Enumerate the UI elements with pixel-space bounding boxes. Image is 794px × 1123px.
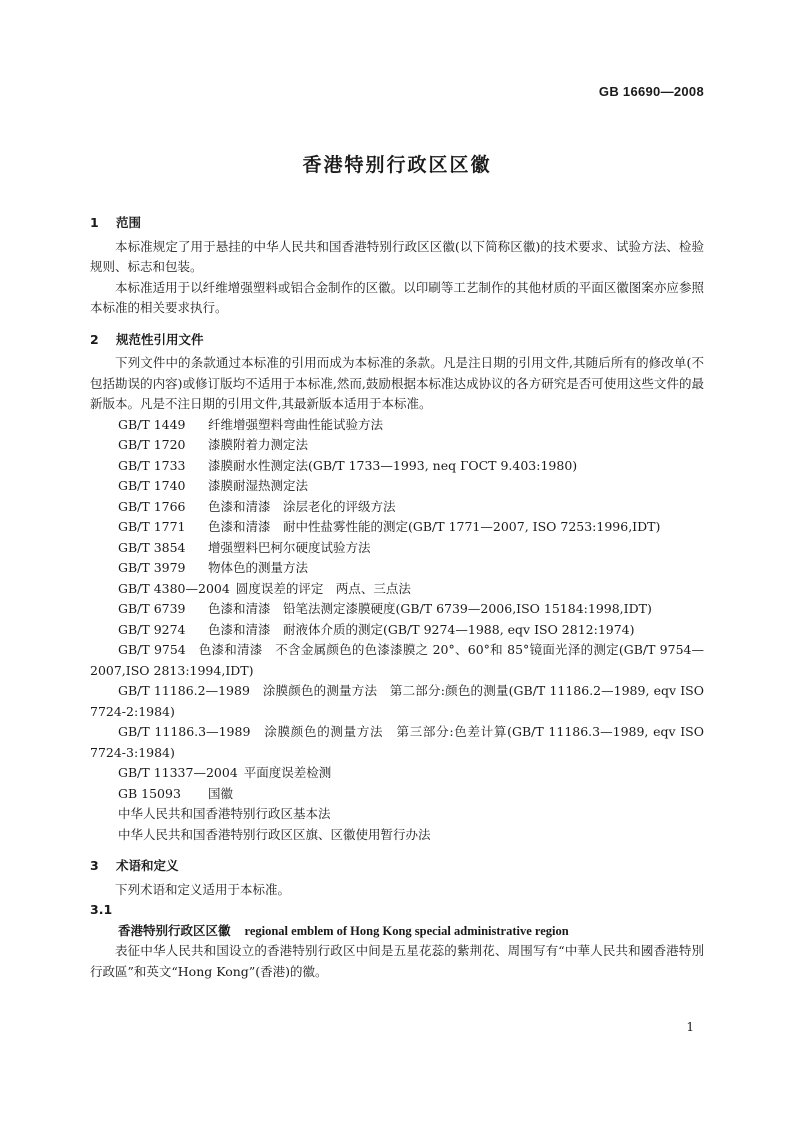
reference-item: GB/T 1766 色漆和清漆 涂层老化的评级方法: [118, 498, 396, 514]
reference-item: GB/T 3854 增强塑料巴柯尔硬度试验方法: [118, 539, 371, 555]
reference-item: GB 15093 国徽: [118, 785, 234, 801]
reference-item: GB/T 3979 物体色的测量方法: [118, 560, 309, 575]
reference-item: GB/T 4380—2004 圆度误差的评定 两点、三点法: [118, 580, 411, 596]
term-chinese: 香港特别行政区区徽: [118, 922, 231, 938]
paragraph: 本标准规定了用于悬挂的中华人民共和国香港特别行政区区徽(以下简称区徽)的技术要求、试验方法、检验规则、标志和包装。: [90, 238, 704, 274]
reference-item: GB/T 1771 色漆和清漆 耐中性盐雾性能的测定(GB/T 1771—2007, ISO 7253:1996,IDT): [118, 519, 661, 534]
section-scope: [90, 213, 704, 319]
standard-code: GB 16690—2008: [598, 84, 704, 99]
reference-item: GB/T 9754 色漆和清漆 不含金属颜色的色漆漆膜之 20°、60°和 85°镜面光泽的测定(GB/T 9754—2007,ISO 2813:1994,IDT): [90, 642, 704, 678]
term-english: regional emblem of Hong Kong special administrative region: [244, 923, 569, 938]
reference-item: GB/T 11186.2—1989 涂膜颜色的测量方法 第二部分:颜色的测量(GB/T 11186.2—1989, eqv ISO 7724-2:1984): [90, 683, 704, 719]
reference-item: GB/T 6739 色漆和清漆 铅笔法测定漆膜硬度(GB/T 6739—2006,ISO 15184:1998,IDT): [118, 601, 652, 616]
term-number: 3.1: [90, 902, 113, 917]
section-heading: 2 规范性引用文件: [90, 331, 204, 347]
reference-item: GB/T 1740 漆膜耐湿热测定法: [118, 478, 309, 493]
reference-item: GB/T 1720 漆膜附着力测定法: [118, 437, 309, 452]
reference-item: GB/T 9274 色漆和清漆 耐液体介质的测定(GB/T 9274—1988, eqv ISO 2812:1974): [118, 621, 635, 637]
paragraph: 本标准适用于以纤维增强塑料或铝合金制作的区徽。以印刷等工艺制作的其他材质的平面区徽图案亦应参照本标准的相关要求执行。: [90, 279, 704, 315]
term-definition: 表征中华人民共和国设立的香港特别行政区中间是五星花蕊的紫荆花、周围写有“中華人民共和國香港特別行政區”和英文“Hong Kong”(香港)的徽。: [90, 943, 704, 979]
reference-item: GB/T 1449 纤维增强塑料弯曲性能试验方法: [118, 416, 384, 432]
section-heading: 1 范围: [90, 215, 142, 230]
page-number: 1: [686, 1020, 694, 1034]
section-heading: 3 术语和定义: [90, 858, 179, 873]
document-body: [90, 213, 704, 993]
reference-item: 中华人民共和国香港特别行政区区旗、区徽使用暂行办法: [118, 826, 431, 842]
section-normative-references: [90, 330, 704, 846]
document-title: 香港特别行政区区徽: [302, 154, 492, 176]
reference-item: GB/T 11186.3—1989 涂膜颜色的测量方法 第三部分:色差计算(GB/T 11186.3—1989, eqv ISO 7724-3:1984): [90, 724, 704, 760]
reference-item: 中华人民共和国香港特别行政区基本法: [118, 806, 331, 821]
section-terms-definitions: [90, 856, 704, 982]
paragraph: 下列术语和定义适用于本标准。: [115, 881, 291, 897]
reference-item: GB/T 11337—2004 平面度误差检测: [118, 765, 332, 780]
paragraph: 下列文件中的条款通过本标准的引用而成为本标准的条款。凡是注日期的引用文件,其随后所有的修改单(不包括勘误的内容)或修订版均不适用于本标准,然而,鼓励根据本标准达成协议的各方研究是否可使用这些文件的最新版本。凡是不注日期的引用文件,其最新版本适用于本标准。: [90, 355, 704, 411]
reference-item: GB/T 1733 漆膜耐水性测定法(GB/T 1733—1993, neq ГОСТ 9.403:1980): [118, 457, 578, 473]
term-entry: [90, 921, 704, 942]
